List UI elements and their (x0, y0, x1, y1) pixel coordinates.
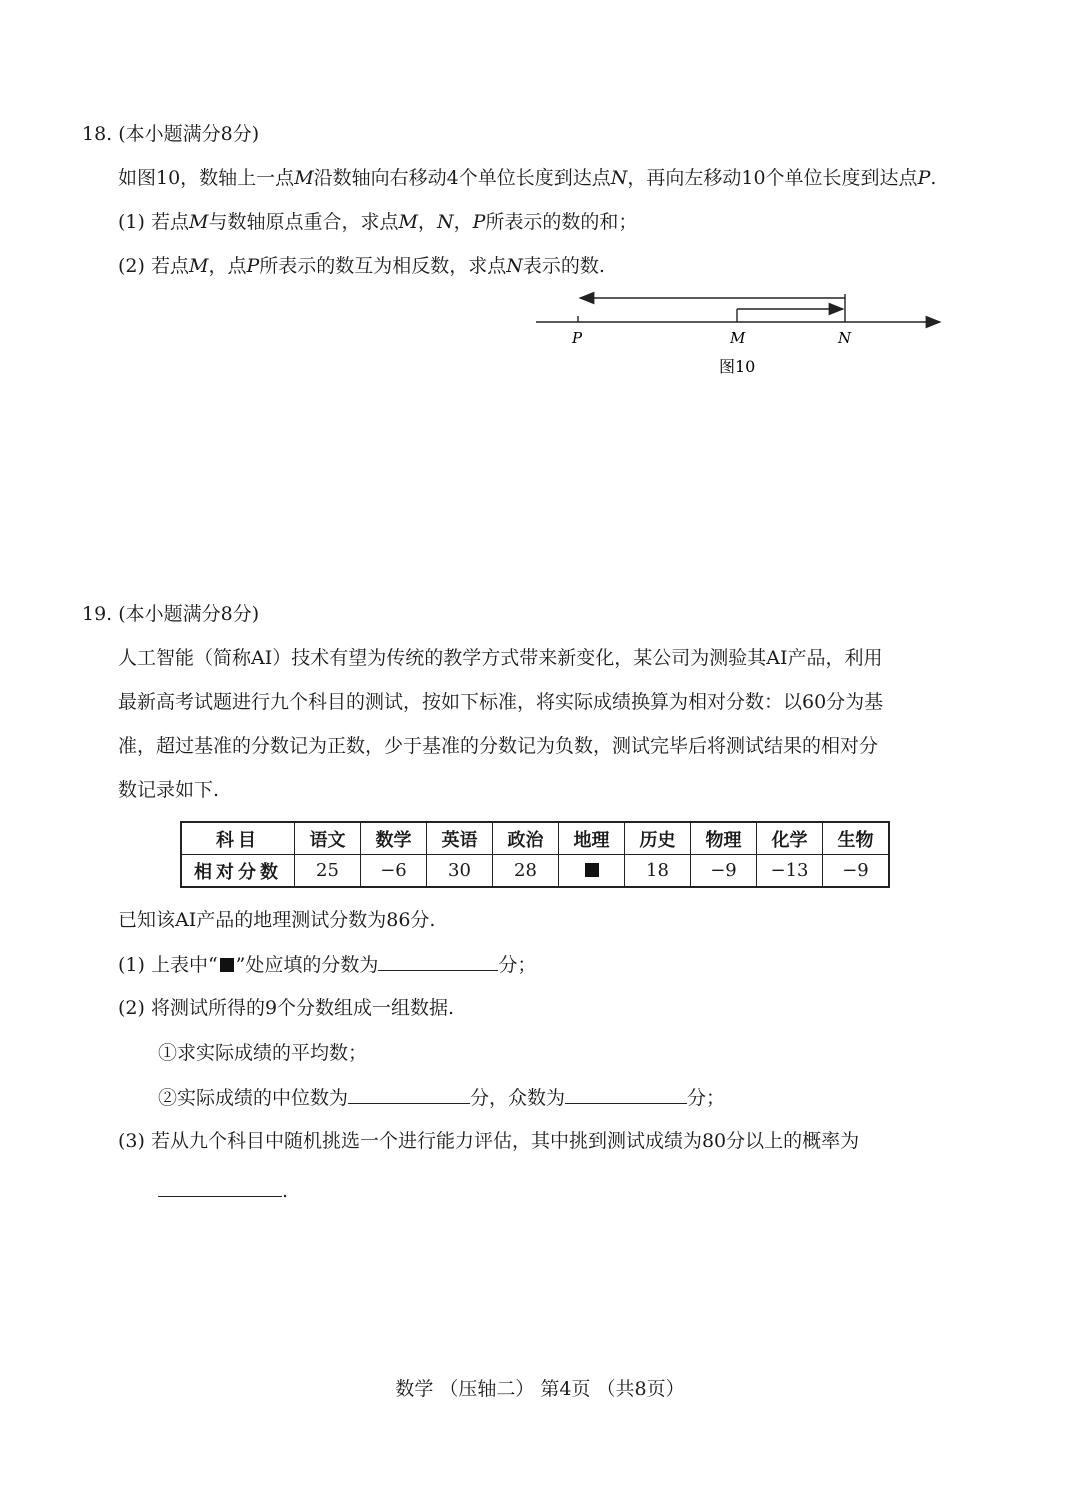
black-square-icon (220, 958, 234, 972)
page-footer: 数学 （压轴二） 第4页 （共8页） (395, 1378, 685, 1400)
q18-part2-text: 表示的数. (522, 255, 605, 277)
q19-part2-ii (158, 1085, 725, 1110)
score-cell: −13 (757, 855, 823, 888)
q18-part2-text: (2) 若点 (118, 255, 189, 277)
subject-cell: 英语 (427, 822, 493, 855)
q18-part2-text: 所表示的数互为相反数，求点 (259, 255, 507, 277)
q18-stem (118, 166, 936, 190)
var-n: N (610, 167, 628, 189)
score-cell: −9 (691, 855, 757, 888)
var-m: M (188, 255, 209, 277)
q18-header: 18. (本小题满分8分) (82, 123, 260, 145)
q19-part3-answer (158, 1178, 288, 1203)
q19-para-line: 人工智能（简称AI）技术有望为传统的教学方式带来新变化，某公司为测验其AI产品，利用 (118, 647, 883, 669)
table-row (181, 822, 889, 855)
score-cell: 28 (493, 855, 559, 888)
score-cell-hidden (559, 855, 625, 888)
q19-part1-text: (1) 上表中“ (118, 954, 218, 976)
row-header: 相对分数 (181, 855, 295, 888)
mode-blank[interactable] (565, 1085, 687, 1104)
q18-part1-text: 所表示的数的和； (485, 211, 638, 233)
q19-para-line: 最新高考试题进行九个科目的测试，按如下标准，将实际成绩换算为相对分数：以60分为基 (118, 691, 884, 713)
row-header: 科目 (181, 822, 295, 855)
var-p: P (472, 211, 486, 233)
figure-caption: 图10 (719, 357, 756, 376)
subject-cell: 化学 (757, 822, 823, 855)
var-m: M (188, 211, 209, 233)
var-m: M (294, 167, 314, 189)
subject-cell: 生物 (823, 822, 890, 855)
q19-part3: (3) 若从九个科目中随机挑选一个进行能力评估，其中挑到测试成绩为80分以上的概率为 (118, 1130, 860, 1152)
q19-part2: (2) 将测试所得的9个分数组成一组数据. (118, 997, 455, 1019)
q19-part2-ii-text: 分； (687, 1087, 726, 1109)
subject-cell: 数学 (361, 822, 427, 855)
q18-part1 (118, 210, 637, 234)
subject-cell: 地理 (559, 822, 625, 855)
label-p: P (572, 329, 583, 347)
subject-cell: 政治 (493, 822, 559, 855)
q19-header: 19. (本小题满分8分) (82, 603, 260, 625)
subject-cell: 物理 (691, 822, 757, 855)
q18-stem-text: 如图10，数轴上一点 (118, 167, 295, 189)
q19-part1-text: 分； (498, 954, 537, 976)
separator: ， (453, 211, 473, 233)
q18-part2-text: ，点 (208, 255, 247, 277)
period: . (282, 1180, 289, 1202)
label-n: N (838, 329, 852, 347)
q19-known: 已知该AI产品的地理测试分数为86分. (118, 909, 436, 931)
score-cell: −9 (823, 855, 890, 888)
score-table (180, 821, 890, 888)
score-cell: 18 (625, 855, 691, 888)
subject-cell: 语文 (295, 822, 361, 855)
q18-part1-text: 与数轴原点重合，求点 (208, 211, 399, 233)
black-square-icon (585, 863, 599, 877)
q18-stem-text: 沿数轴向右移动4个单位长度到达点 (313, 167, 611, 189)
q19-para-line: 准，超过基准的分数记为正数，少于基准的分数记为负数，测试完毕后将测试结果的相对分 (118, 735, 879, 757)
var-m: M (398, 211, 418, 233)
probability-blank[interactable] (158, 1178, 282, 1197)
separator: ， (417, 211, 437, 233)
q19-part2-i: ①求实际成绩的平均数； (158, 1042, 368, 1064)
q18-part2 (118, 254, 605, 278)
var-p: P (246, 255, 260, 277)
table-row (181, 855, 889, 888)
q18-part1-text: (1) 若点 (118, 211, 189, 233)
score-cell: −6 (361, 855, 427, 888)
q18-stem-text: ，再向左移动10个单位长度到达点 (627, 167, 918, 189)
median-blank[interactable] (348, 1085, 470, 1104)
q19-part2-ii-text: ②实际成绩的中位数为 (158, 1087, 349, 1109)
score-cell: 30 (427, 855, 493, 888)
label-m: M (730, 329, 746, 347)
q19-part2-ii-text: 分，众数为 (470, 1087, 566, 1109)
subject-cell: 历史 (625, 822, 691, 855)
q19-part1-text: ”处应填的分数为 (235, 954, 379, 976)
q19-para-line: 数记录如下. (118, 779, 220, 801)
var-p: P (917, 167, 931, 189)
answer-blank[interactable] (378, 952, 498, 971)
var-n: N (436, 211, 454, 233)
number-line-figure (530, 290, 950, 385)
q19-part1 (118, 952, 536, 977)
q18-stem-text: . (930, 167, 937, 189)
score-cell: 25 (295, 855, 361, 888)
var-n: N (506, 255, 523, 277)
